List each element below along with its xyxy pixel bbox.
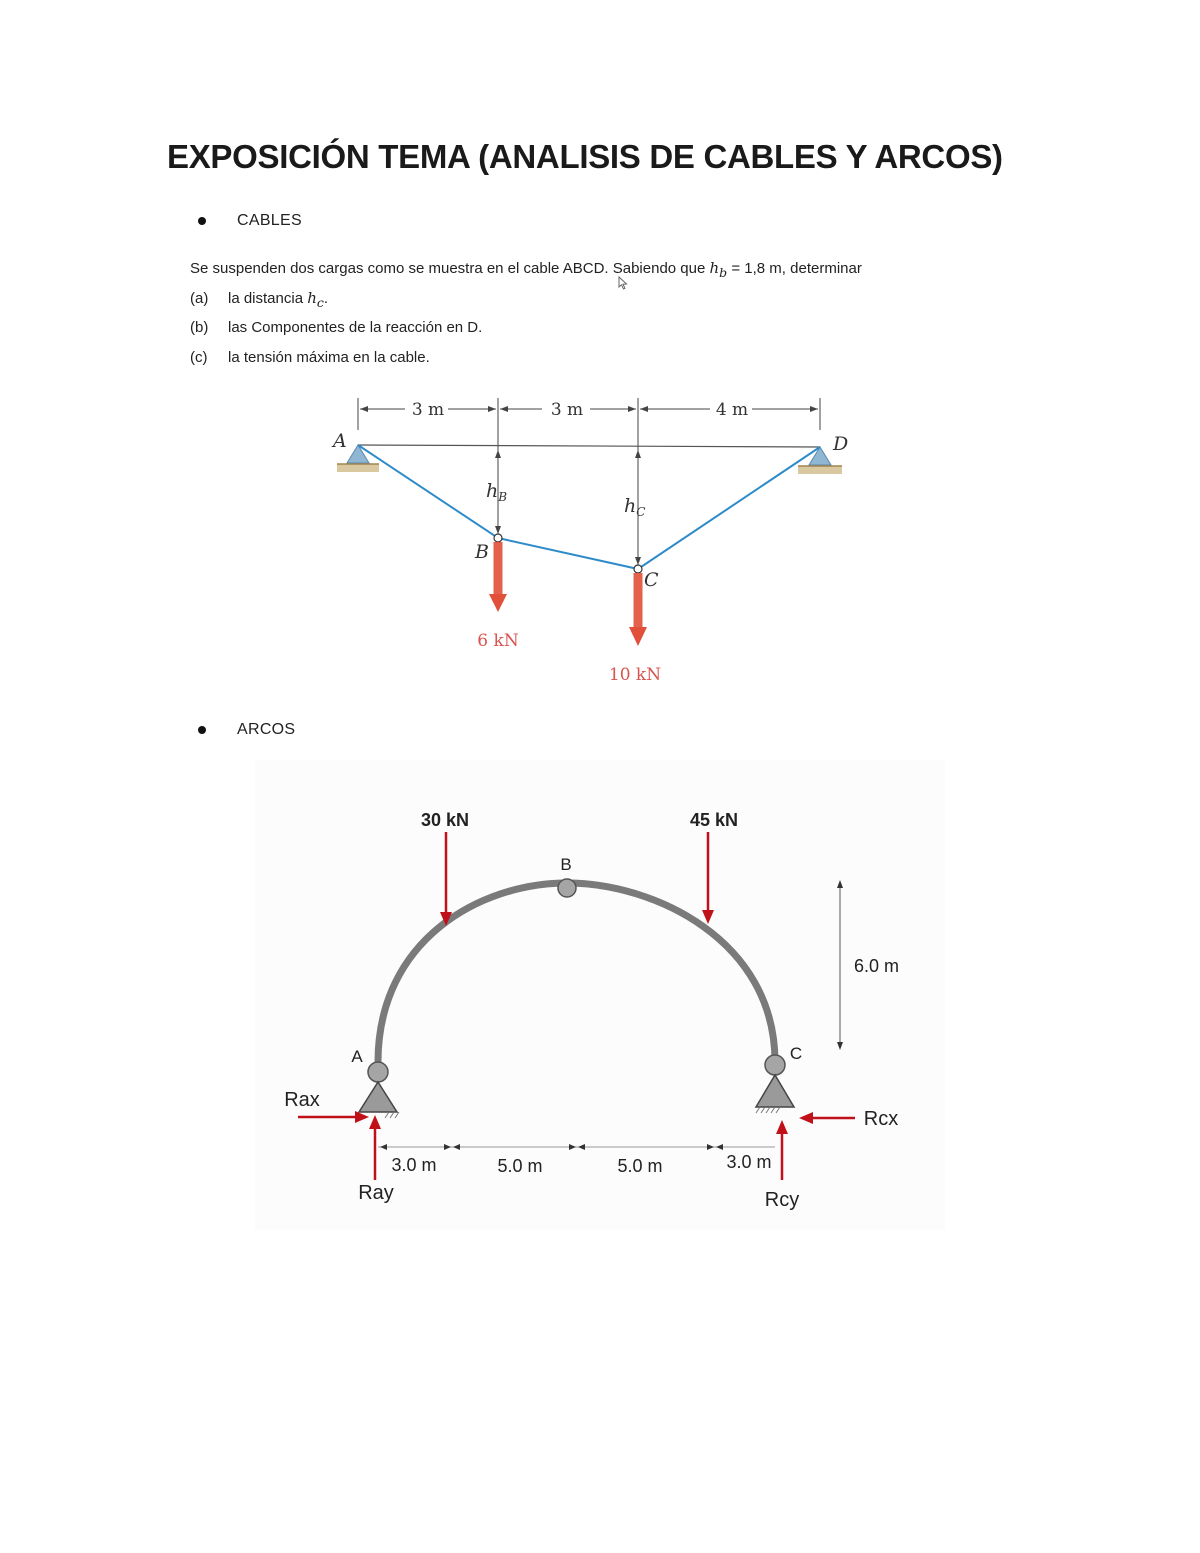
load-left-label: 30 kN: [420, 810, 470, 830]
node-c-icon: [634, 565, 642, 573]
span-label-2: 5.0 m: [497, 1156, 543, 1176]
point-b-label: B: [560, 855, 572, 874]
reaction-ax-label: Rax: [284, 1089, 320, 1111]
item-tag: (b): [190, 319, 209, 336]
node-b-icon: [494, 534, 502, 542]
page-title: EXPOSICIÓN TEMA (ANALISIS DE CABLES Y ARCOS): [167, 138, 1003, 175]
span-label-1: 3.0 m: [391, 1155, 437, 1175]
item-tag: (c): [190, 349, 208, 366]
item-tail: .: [323, 290, 329, 307]
item-tag: (a): [190, 290, 209, 307]
span-label-cd: 4 m: [715, 400, 749, 420]
problem-statement: [190, 258, 990, 378]
point-a-label: A: [333, 430, 347, 452]
point-b-label: B: [475, 541, 489, 563]
point-c-label: C: [789, 1044, 803, 1063]
item-text: la distancia: [228, 290, 308, 307]
chord-line: [358, 445, 820, 447]
section-arcos: [198, 718, 296, 742]
arch-figure: [255, 760, 945, 1230]
section-arcos-label: ARCOS: [237, 721, 296, 738]
span-label-4: 3.0 m: [726, 1152, 772, 1172]
span-label-ab: 3 m: [411, 400, 445, 420]
section-cables: [198, 209, 302, 233]
cable-line: [358, 445, 820, 569]
hinge-b-icon: [558, 879, 576, 897]
problem-intro: [190, 258, 990, 288]
mouse-cursor-icon: [618, 276, 630, 292]
problem-item-b: [190, 318, 990, 348]
intro-text: Se suspenden dos cargas como se muestra en el cable ABCD. Sabiendo que: [190, 260, 710, 277]
load-b-arrow-icon: [489, 542, 507, 612]
span-label-bc: 3 m: [550, 400, 584, 420]
item-text: las Componentes de la reacción en D.: [228, 319, 483, 336]
load-c-label: 10 kN: [608, 665, 662, 685]
hb-label: $h_B$: [486, 480, 508, 504]
section-cables-label: CABLES: [237, 212, 302, 229]
reaction-cy-label: Rcy: [764, 1189, 800, 1211]
bullet-icon: [198, 726, 206, 734]
hb-variable: h: [709, 259, 720, 277]
reaction-ay-label: Ray: [358, 1182, 394, 1204]
reaction-cx-label: Rcx: [863, 1108, 899, 1130]
point-a-label: A: [351, 1047, 363, 1066]
problem-item-a: [190, 288, 990, 318]
item-text: la tensión máxima en la cable.: [228, 349, 430, 366]
load-right-label: 45 kN: [689, 810, 739, 830]
bullet-icon: [198, 217, 206, 225]
dimension-line: [358, 398, 820, 570]
span-label-3: 5.0 m: [617, 1156, 663, 1176]
cable-figure: [330, 390, 860, 690]
intro-tail: = 1,8 m, determinar: [727, 260, 862, 277]
hc-subscript: c: [316, 295, 324, 310]
problem-item-c: [190, 348, 990, 378]
hc-label: $h_C$: [624, 495, 646, 519]
point-d-label: D: [833, 433, 849, 455]
load-b-label: 6 kN: [477, 631, 519, 651]
hc-variable: h: [307, 289, 317, 307]
point-c-label: C: [644, 569, 659, 591]
height-label: 6.0 m: [854, 956, 900, 976]
hb-subscript: b: [719, 265, 728, 280]
